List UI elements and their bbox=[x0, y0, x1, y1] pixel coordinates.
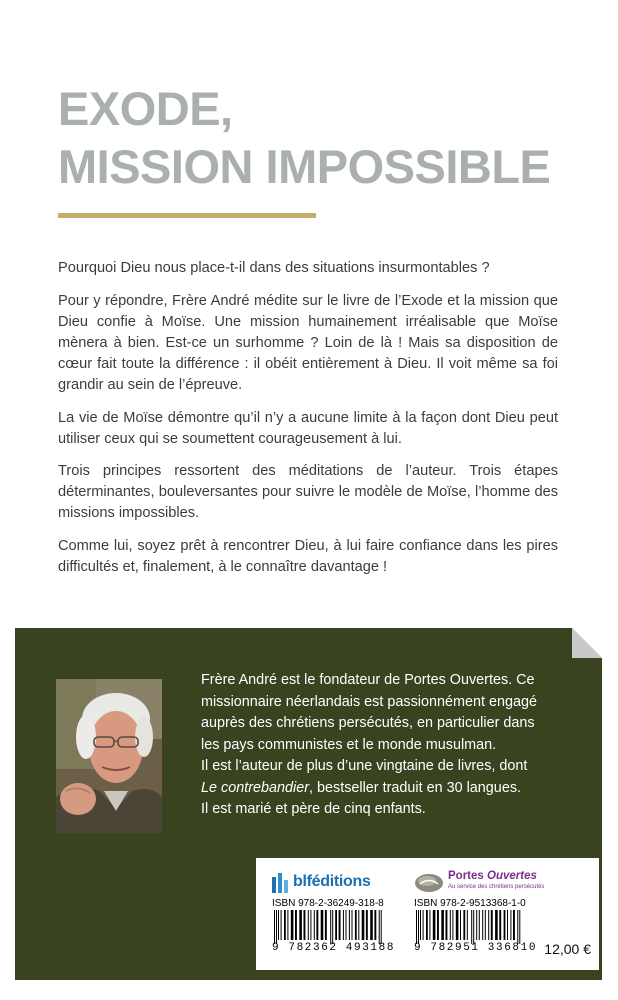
barcode-bar bbox=[321, 910, 324, 940]
barcode-bar bbox=[471, 910, 472, 944]
author-biography bbox=[201, 670, 581, 821]
author-portrait-image bbox=[56, 679, 162, 833]
barcode-bar bbox=[325, 910, 327, 940]
blurb-paragraph-4: Trois principes ressortent des méditations de l’auteur. Trois étapes déterminantes, bouleversantes pour suivre le modèle de Moïse, l’homme des missions impossibles. bbox=[58, 463, 558, 521]
blurb-paragraph-5: Comme lui, soyez prêt à rencontrer Dieu, à lui faire confiance dans les pires difficultés et, finalement, à le connaître davantage ! bbox=[58, 537, 558, 575]
blf-bars-icon bbox=[272, 871, 290, 893]
book-title-italic: Le contrebandier bbox=[201, 779, 310, 796]
barcode-bar bbox=[517, 910, 518, 944]
barcode-bar bbox=[482, 910, 483, 940]
barcode-bar bbox=[374, 910, 376, 940]
barcode-portes-ouvertes bbox=[414, 910, 546, 944]
barcode-bar bbox=[291, 910, 294, 940]
barcode-bar bbox=[299, 910, 302, 940]
barcode-digits-blf: 9 782362 493188 bbox=[272, 942, 396, 954]
barcode-bar bbox=[519, 910, 520, 944]
barcode-bar bbox=[423, 910, 424, 940]
barcode-bar bbox=[488, 910, 489, 940]
barcode-bar bbox=[310, 910, 311, 940]
barcode-bar bbox=[276, 910, 277, 944]
barcode-bar bbox=[308, 910, 309, 940]
barcode-bar bbox=[352, 910, 353, 940]
author-bio-line: Il est l’auteur de plus d’une vingtaine de livres, dont bbox=[201, 758, 528, 774]
barcode-bar bbox=[339, 910, 341, 940]
barcode-bar bbox=[287, 910, 288, 940]
barcode-bar bbox=[418, 910, 419, 944]
barcode-bar bbox=[420, 910, 421, 940]
barcode-bar bbox=[510, 910, 511, 940]
barcode-bar bbox=[349, 910, 350, 940]
author-panel bbox=[15, 628, 602, 980]
barcode-bar bbox=[499, 910, 501, 940]
blurb-paragraph-1: Pourquoi Dieu nous place-t-il dans des situations insurmontables ? bbox=[58, 260, 490, 276]
barcode-bar bbox=[456, 910, 459, 940]
barcode-bar bbox=[284, 910, 286, 940]
barcode-bar bbox=[416, 910, 417, 944]
barcode-bar bbox=[485, 910, 486, 940]
title-underline-rule bbox=[58, 213, 316, 218]
barcode-bar bbox=[355, 910, 357, 940]
po-name-part-a: Portes bbox=[448, 870, 487, 882]
barcode-bar bbox=[346, 910, 347, 940]
isbn-blf: ISBN 978-2-36249-318-8 bbox=[272, 898, 384, 909]
barcode-bar bbox=[379, 910, 380, 944]
barcode-bar bbox=[473, 910, 474, 944]
title-line-2: MISSION IMPOSSIBLE bbox=[58, 140, 551, 193]
barcode-blf bbox=[272, 910, 404, 944]
barcode-bar bbox=[479, 910, 480, 940]
author-bio-line: les pays communistes et le monde musulman. bbox=[201, 736, 497, 753]
barcode-bar bbox=[278, 910, 279, 940]
po-name-part-b: Ouvertes bbox=[487, 870, 537, 882]
portes-ouvertes-name bbox=[448, 871, 544, 882]
author-bio-line bbox=[201, 778, 581, 800]
author-bio-line: Frère André est le fondateur de Portes Ouvertes. Ce bbox=[201, 672, 535, 688]
portes-ouvertes-wordmark bbox=[448, 871, 544, 893]
barcode-box bbox=[256, 858, 599, 970]
barcode-bar bbox=[366, 910, 368, 940]
isbn-portes-ouvertes: ISBN 978-2-9513368-1-0 bbox=[414, 898, 526, 909]
barcode-bar bbox=[491, 910, 493, 940]
portes-ouvertes-logo bbox=[414, 868, 554, 896]
barcode-bar bbox=[437, 910, 439, 940]
blf-logo bbox=[272, 868, 412, 896]
barcode-bar bbox=[330, 910, 331, 944]
blurb-paragraph-2: Pour y répondre, Frère André médite sur le livre de l’Exode et la mission que Dieu confie à Moïse. Une mission humainement irréalisable que Moïse mènera à bien. Est-ce un surhomme ? Loin de là ! Mais sa disposition de cœur fait toute la différence : il obéit entièrement à Dieu. Il voit même sa foi grandir au sein de l’épreuve. bbox=[58, 293, 558, 393]
barcode-bar bbox=[316, 910, 318, 940]
author-bio-line: missionnaire néerlandais est passionnément engagé bbox=[201, 693, 537, 710]
barcode-digits-portes-ouvertes: 9 782951 336810 bbox=[414, 942, 538, 954]
author-bio-line: Il est marié et père de cinq enfants. bbox=[201, 801, 426, 817]
barcode-bar bbox=[358, 910, 359, 940]
publisher-blf bbox=[272, 868, 412, 954]
barcode-bar bbox=[426, 910, 428, 940]
title-line-1: EXODE, bbox=[58, 82, 233, 135]
barcode-bar bbox=[314, 910, 315, 940]
barcode-bar bbox=[507, 910, 508, 940]
barcode-bar bbox=[295, 910, 297, 940]
barcode-bar bbox=[381, 910, 382, 944]
price: 12,00 € bbox=[544, 941, 591, 957]
barcode-bar bbox=[463, 910, 465, 940]
barcode-bar bbox=[362, 910, 365, 940]
barcode-bar bbox=[495, 910, 498, 940]
barcode-bar bbox=[343, 910, 344, 940]
author-photo bbox=[56, 679, 162, 833]
barcode-bar bbox=[467, 910, 468, 940]
publisher-portes-ouvertes bbox=[414, 868, 554, 954]
author-bio-line: auprès des chrétiens persécutés, en particulier dans bbox=[201, 715, 535, 731]
barcode-bar bbox=[304, 910, 306, 940]
book-title bbox=[58, 80, 550, 196]
barcode-bar bbox=[332, 910, 333, 944]
portes-ouvertes-tagline: Au service des chrétiens persécutés bbox=[448, 884, 545, 890]
barcode-bar bbox=[452, 910, 453, 940]
barcode-bar bbox=[433, 910, 436, 940]
barcode-bar bbox=[446, 910, 448, 940]
barcode-bar bbox=[460, 910, 461, 940]
barcode-bar bbox=[274, 910, 275, 944]
barcode-bar bbox=[429, 910, 430, 940]
portes-ouvertes-stone-icon bbox=[414, 871, 444, 893]
barcode-bar bbox=[441, 910, 444, 940]
author-bio-line-rest: , bestseller traduit en 30 langues. bbox=[309, 779, 522, 796]
barcode-bar bbox=[450, 910, 451, 940]
blf-logo-text: blféditions bbox=[293, 873, 371, 890]
barcode-bar bbox=[281, 910, 282, 940]
barcode-bar bbox=[335, 910, 337, 940]
barcode-bar bbox=[476, 910, 477, 940]
barcode-bar bbox=[370, 910, 373, 940]
back-cover-blurb bbox=[58, 258, 558, 589]
barcode-bar bbox=[513, 910, 515, 940]
blurb-paragraph-3: La vie de Moïse démontre qu’il n’y a aucune limite à la façon dont Dieu peut utiliser ceux qui se soumettent courageusement à lui. bbox=[58, 409, 558, 447]
barcode-bar bbox=[504, 910, 506, 940]
page-curl-corner bbox=[572, 628, 602, 658]
